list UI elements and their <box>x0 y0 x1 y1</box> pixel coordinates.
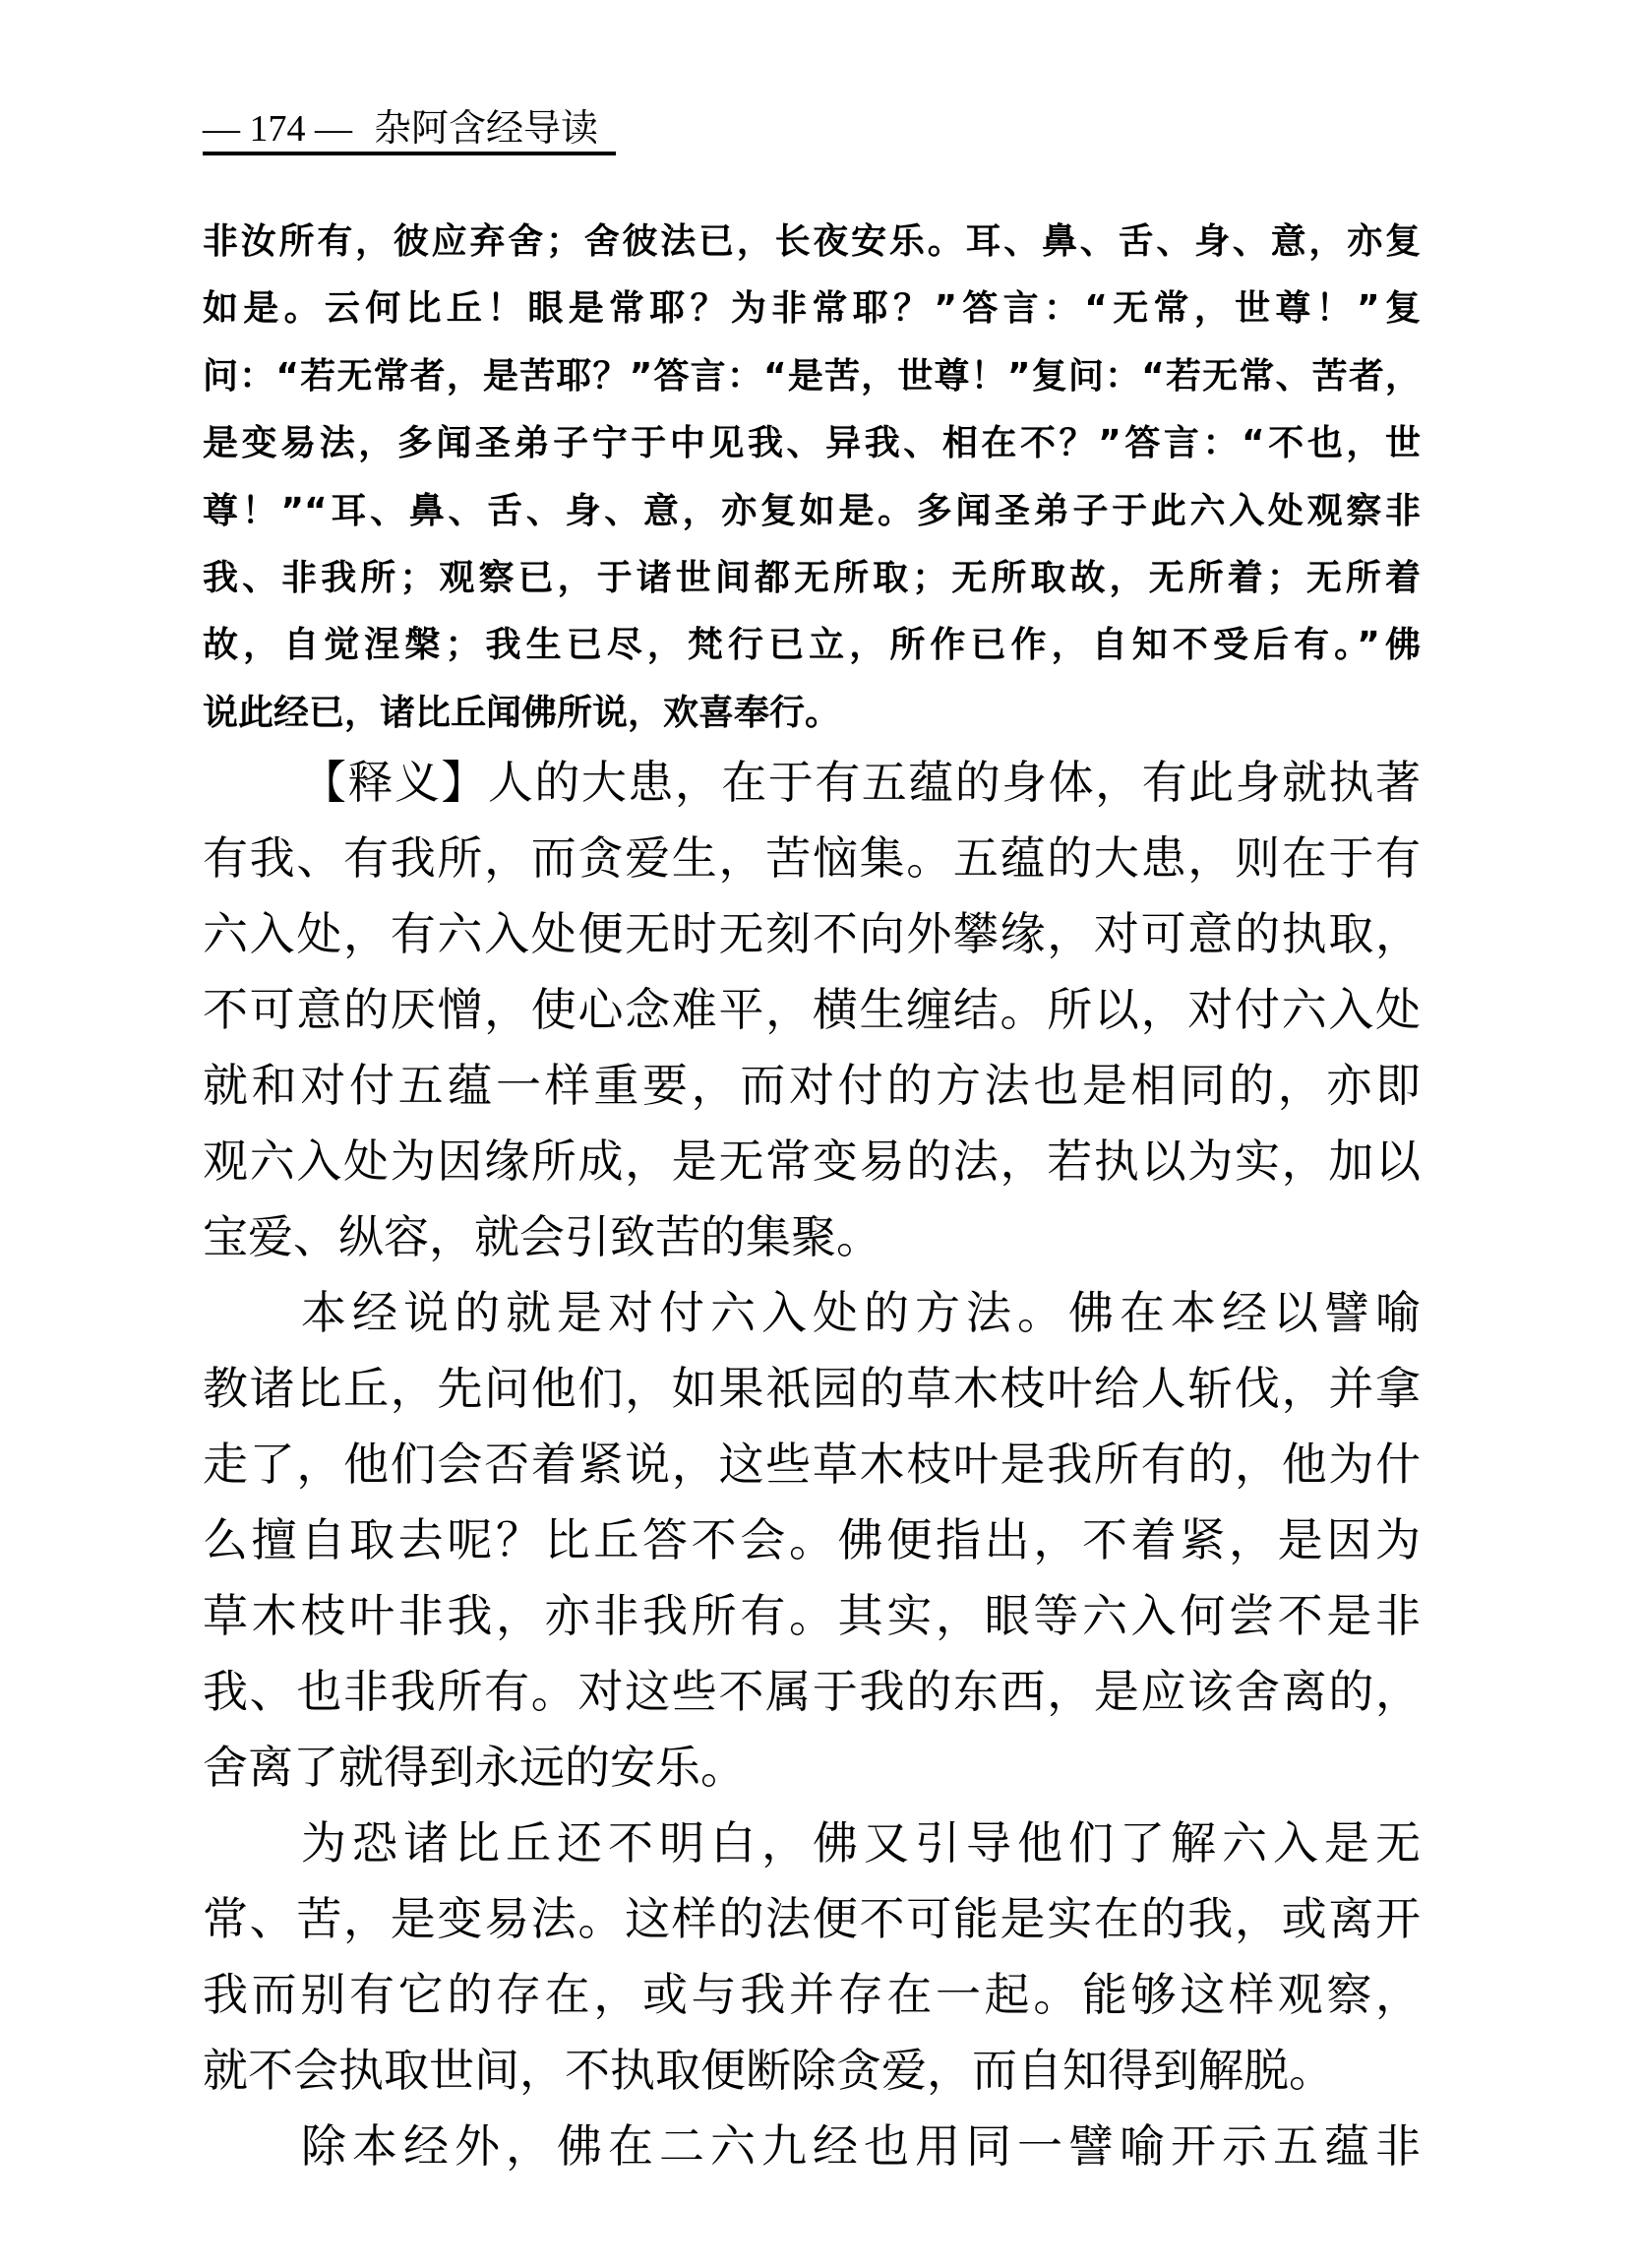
book-title: 杂阿含经导读 <box>374 108 599 150</box>
sutra-line: 说此经已，诸比丘闻佛所说，欢喜奉行。 <box>203 692 841 733</box>
commentary-line: 么擅自取去呢？比丘答不会。佛便指出，不着紧，是因为 <box>203 1513 1421 1566</box>
commentary-line: 教诸比丘，先问他们，如果祇园的草木枝叶给人斩伐，并拿 <box>203 1362 1421 1415</box>
commentary-line: 走了，他们会否着紧说，这些草木枝叶是我所有的，他为什 <box>203 1438 1421 1491</box>
commentary <box>203 745 1421 2184</box>
commentary-line: 我、也非我所有。对这些不属于我的东西，是应该舍离的， <box>203 1665 1421 1718</box>
commentary-paragraph <box>203 745 1421 1275</box>
page-number: — 174 — <box>203 108 352 150</box>
sutra-line: 是变易法，多闻圣弟子宁于中见我、异我、相在不？”答言：“不也，世 <box>203 423 1421 464</box>
commentary-line: 我而别有它的存在，或与我并存在一起。能够这样观察， <box>203 1968 1421 2021</box>
commentary-line: 就不会执取世间，不执取便断除贪爱，而自知得到解脱。 <box>203 2044 1334 2097</box>
sutra-line: 尊！”“耳、鼻、舌、身、意，亦复如是。多闻圣弟子于此六入处观察非 <box>203 490 1421 531</box>
sutra-line: 故，自觉涅槃；我生已尽，梵行已立，所作已作，自知不受后有。”佛 <box>203 625 1421 666</box>
commentary-line: 为恐诸比丘还不明白，佛又引导他们了解六入是无 <box>301 1816 1421 1870</box>
commentary-line: 宝爱、纵容，就会引致苦的集聚。 <box>203 1210 881 1263</box>
commentary-line: 草木枝叶非我，亦非我所有。其实，眼等六入何尝不是非 <box>203 1589 1421 1642</box>
commentary-paragraph <box>203 2109 1421 2184</box>
commentary-line: 常、苦，是变易法。这样的法便不可能是实在的我，或离开 <box>203 1892 1421 1945</box>
commentary-line: 有我、有我所，而贪爱生，苦恼集。五蕴的大患，则在于有 <box>203 831 1421 885</box>
commentary-paragraph <box>203 1275 1421 1806</box>
sutra-text <box>203 209 1421 747</box>
commentary-line: 六入处，有六入处便无时无刻不向外攀缘，对可意的执取， <box>203 907 1421 960</box>
sutra-line: 我、非我所；观察已，于诸世间都无所取；无所取故，无所着；无所着 <box>203 558 1421 599</box>
commentary-line: 舍离了就得到永远的安乐。 <box>203 1741 746 1794</box>
commentary-line: 【释义】人的大患，在于有五蕴的身体，有此身就执著 <box>301 756 1421 809</box>
sutra-line: 非汝所有，彼应弃舍；舍彼法已，长夜安乐。耳、鼻、舌、身、意，亦复 <box>203 221 1421 262</box>
sutra-line: 如是。云何比丘！眼是常耶？为非常耶？”答言：“无常，世尊！”复 <box>203 288 1421 330</box>
commentary-line: 就和对付五蕴一样重要，而对付的方法也是相同的，亦即 <box>203 1059 1421 1112</box>
commentary-paragraph <box>203 1806 1421 2109</box>
sutra-line: 问：“若无常者，是苦耶？”答言：“是苦，世尊！”复问：“若无常、苦者， <box>203 355 1421 397</box>
running-header <box>203 106 616 155</box>
commentary-line: 除本经外，佛在二六九经也用同一譬喻开示五蕴非 <box>301 2119 1421 2173</box>
commentary-line: 不可意的厌憎，使心念难平，横生缠结。所以，对付六入处 <box>203 983 1421 1036</box>
commentary-line: 观六入处为因缘所成，是无常变易的法，若执以为实，加以 <box>203 1134 1421 1188</box>
commentary-line: 本经说的就是对付六入处的方法。佛在本经以譬喻 <box>301 1286 1421 1339</box>
